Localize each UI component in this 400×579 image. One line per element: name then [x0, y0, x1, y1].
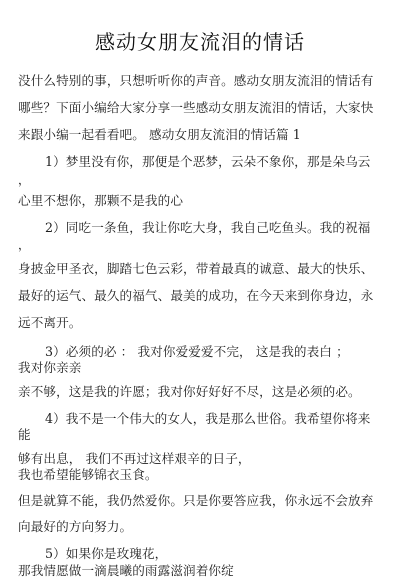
item-4-line-4: 我也希望能够锦衣玉食。: [18, 467, 158, 482]
paragraph-line-1: 没什么特别的事，只想听听你的声音。感动女朋友流泪的情话有: [18, 73, 374, 88]
item-4-line-6: 向最好的方向努力。: [18, 519, 133, 534]
item-2-line-1: 2）同吃一条鱼，我让你吃大身，我自己吃鱼头。我的祝福: [45, 220, 371, 235]
item-3-line-2: 我对你亲亲: [18, 360, 82, 375]
item-5-line-2: 那我情愿做一滴晨曦的雨露滋润着你绽: [18, 563, 234, 578]
item-2-line-2: 身披金甲圣衣，脚踏七色云彩，带着最真的诚意、最大的快乐、: [18, 261, 374, 276]
page-title: 感动女朋友流泪的情话: [95, 30, 305, 54]
paragraph-line-3: 来跟小编一起看看吧。 感动女朋友流泪的情话篇 1: [18, 127, 301, 142]
item-5-line-1: 5）如果你是玫瑰花，: [45, 546, 168, 561]
item-4-line-5: 但是就算不能，我仍然爱你。只是你要答应我，你永远不会放弃: [18, 493, 374, 508]
item-4-line-1: 4）我不是一个伟大的女人，我是那么世俗。我希望你将来: [45, 411, 371, 426]
item-2-line-3: 最好的运气、最久的福气、最美的成功，在今天来到你身边，永: [18, 288, 374, 303]
item-4-line-3: 够有出息， 我们不再过这样艰辛的日子，: [18, 451, 251, 466]
item-2-comma: ，: [18, 238, 31, 252]
item-4-line-2: 能: [18, 427, 31, 442]
paragraph-line-2: 哪些？下面小编给大家分享一些感动女朋友流泪的情话，大家快: [18, 100, 374, 115]
item-2-line-4: 远不离开。: [18, 315, 82, 330]
item-3-line-1: 3）必须的必 ： 我对你爱爱爱不完， 这是我的表白 ；: [45, 344, 349, 359]
item-3-line-3: 亲不够，这是我的许愿；我对你好好好不尽，这是必须的必。: [18, 384, 361, 399]
item-1-line-1: 1）梦里没有你，那便是个恶梦，云朵不象你，那是朵乌云: [45, 154, 371, 169]
item-1-line-2: 心里不想你，那颗不是我的心: [18, 193, 184, 208]
item-1-comma: ，: [18, 173, 31, 187]
